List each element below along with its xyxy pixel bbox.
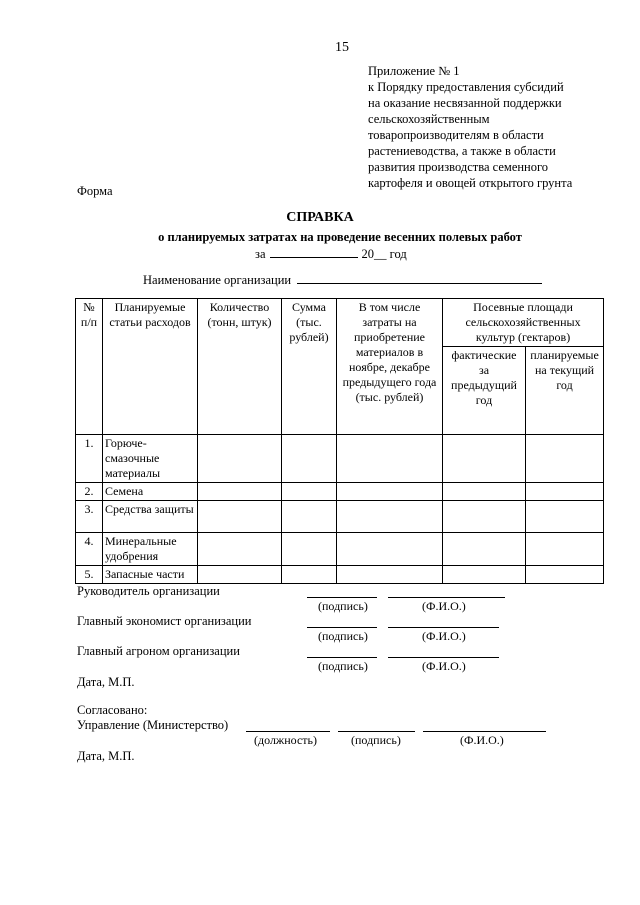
head-label: Руководитель организации bbox=[77, 584, 220, 598]
cell-incl[interactable] bbox=[337, 566, 443, 584]
period-line bbox=[255, 246, 407, 262]
cell-planned[interactable] bbox=[526, 566, 604, 584]
page-number: 15 bbox=[335, 40, 349, 55]
cell-sum[interactable] bbox=[282, 435, 337, 483]
cell-sum[interactable] bbox=[282, 533, 337, 566]
form-label: Форма bbox=[77, 184, 113, 198]
economist-label: Главный экономист организации bbox=[77, 614, 252, 628]
cell-planned[interactable] bbox=[526, 533, 604, 566]
cell-incl[interactable] bbox=[337, 483, 443, 501]
header-num: № п/п bbox=[76, 299, 103, 435]
cell-planned[interactable] bbox=[526, 435, 604, 483]
row-num: 3. bbox=[76, 501, 103, 533]
document-subtitle: о планируемых затратах на проведение весенних полевых работ bbox=[158, 230, 522, 244]
expenses-table bbox=[75, 298, 604, 584]
cell-sum[interactable] bbox=[282, 501, 337, 533]
cell-sum[interactable] bbox=[282, 483, 337, 501]
sign-caption: (подпись) bbox=[351, 733, 401, 747]
agronomist-sign-line[interactable] bbox=[307, 657, 377, 658]
appendix-block bbox=[368, 63, 572, 191]
fio-caption: (Ф.И.О.) bbox=[422, 599, 466, 613]
position-caption: (должность) bbox=[254, 733, 317, 747]
cell-incl[interactable] bbox=[337, 533, 443, 566]
ministry-fio-line[interactable] bbox=[423, 731, 546, 732]
period-year: 20__ год bbox=[361, 247, 407, 261]
header-planned: планируемые на текущий год bbox=[526, 347, 604, 435]
period-prefix: за bbox=[255, 247, 266, 261]
header-sum: Сумма (тыс. рублей) bbox=[282, 299, 337, 435]
row-name: Горюче-смазочные материалы bbox=[103, 435, 198, 483]
economist-sign-line[interactable] bbox=[307, 627, 377, 628]
row-name: Запасные части bbox=[103, 566, 198, 584]
header-actual: фактические за предыдущий год bbox=[443, 347, 526, 435]
head-sign-line[interactable] bbox=[307, 597, 377, 598]
table-row bbox=[76, 566, 604, 584]
appendix-line: растениеводства, а также в области bbox=[368, 144, 556, 158]
cell-actual[interactable] bbox=[443, 435, 526, 483]
agronomist-fio-line[interactable] bbox=[388, 657, 499, 658]
cell-qty[interactable] bbox=[198, 435, 282, 483]
org-name-line bbox=[143, 272, 542, 288]
appendix-line: сельскохозяйственным bbox=[368, 112, 490, 126]
cell-planned[interactable] bbox=[526, 501, 604, 533]
agreed-label: Согласовано: bbox=[77, 703, 148, 717]
cell-qty[interactable] bbox=[198, 533, 282, 566]
fio-caption: (Ф.И.О.) bbox=[460, 733, 504, 747]
appendix-line: на оказание несвязанной поддержки bbox=[368, 96, 562, 110]
fio-caption: (Ф.И.О.) bbox=[422, 629, 466, 643]
cell-qty[interactable] bbox=[198, 483, 282, 501]
cell-planned[interactable] bbox=[526, 483, 604, 501]
cell-incl[interactable] bbox=[337, 501, 443, 533]
appendix-line: развития производства семенного bbox=[368, 160, 549, 174]
table-row bbox=[76, 435, 604, 483]
ministry-position-line[interactable] bbox=[246, 731, 330, 732]
table-row bbox=[76, 483, 604, 501]
ministry-sign-line[interactable] bbox=[338, 731, 415, 732]
sign-caption: (подпись) bbox=[318, 659, 368, 673]
date-stamp-2: Дата, М.П. bbox=[77, 749, 135, 763]
row-name: Семена bbox=[103, 483, 198, 501]
document-title: СПРАВКА bbox=[286, 210, 354, 225]
cell-incl[interactable] bbox=[337, 435, 443, 483]
ministry-label: Управление (Министерство) bbox=[77, 718, 229, 732]
date-stamp: Дата, М.П. bbox=[77, 675, 135, 689]
cell-qty[interactable] bbox=[198, 566, 282, 584]
row-num: 1. bbox=[76, 435, 103, 483]
cell-actual[interactable] bbox=[443, 566, 526, 584]
cell-actual[interactable] bbox=[443, 501, 526, 533]
appendix-line: товаропроизводителям в области bbox=[368, 128, 544, 142]
header-areas: Посевные площади сельскохозяйственных культур (гектаров) bbox=[443, 299, 604, 347]
org-name-blank[interactable] bbox=[297, 272, 542, 284]
row-name: Минеральные удобрения bbox=[103, 533, 198, 566]
row-num: 5. bbox=[76, 566, 103, 584]
row-num: 2. bbox=[76, 483, 103, 501]
table-row bbox=[76, 533, 604, 566]
row-name: Средства защиты bbox=[103, 501, 198, 533]
sign-caption: (подпись) bbox=[318, 629, 368, 643]
head-fio-line[interactable] bbox=[388, 597, 505, 598]
cell-sum[interactable] bbox=[282, 566, 337, 584]
period-blank[interactable] bbox=[270, 246, 358, 258]
sign-caption: (подпись) bbox=[318, 599, 368, 613]
appendix-line: Приложение № 1 bbox=[368, 64, 460, 78]
fio-caption: (Ф.И.О.) bbox=[422, 659, 466, 673]
appendix-line: к Порядку предоставления субсидий bbox=[368, 80, 564, 94]
cell-actual[interactable] bbox=[443, 483, 526, 501]
org-name-label: Наименование организации bbox=[143, 273, 292, 287]
agronomist-label: Главный агроном организации bbox=[77, 644, 240, 658]
economist-fio-line[interactable] bbox=[388, 627, 499, 628]
appendix-line: картофеля и овощей открытого грунта bbox=[368, 176, 573, 190]
header-incl: В том числе затраты на приобретение материалов в ноябре, декабре предыдущего года (тыс. рублей) bbox=[337, 299, 443, 435]
cell-qty[interactable] bbox=[198, 501, 282, 533]
cell-actual[interactable] bbox=[443, 533, 526, 566]
header-items: Планируемые статьи расходов bbox=[103, 299, 198, 435]
row-num: 4. bbox=[76, 533, 103, 566]
table-row bbox=[76, 501, 604, 533]
header-qty: Количество (тонн, штук) bbox=[198, 299, 282, 435]
